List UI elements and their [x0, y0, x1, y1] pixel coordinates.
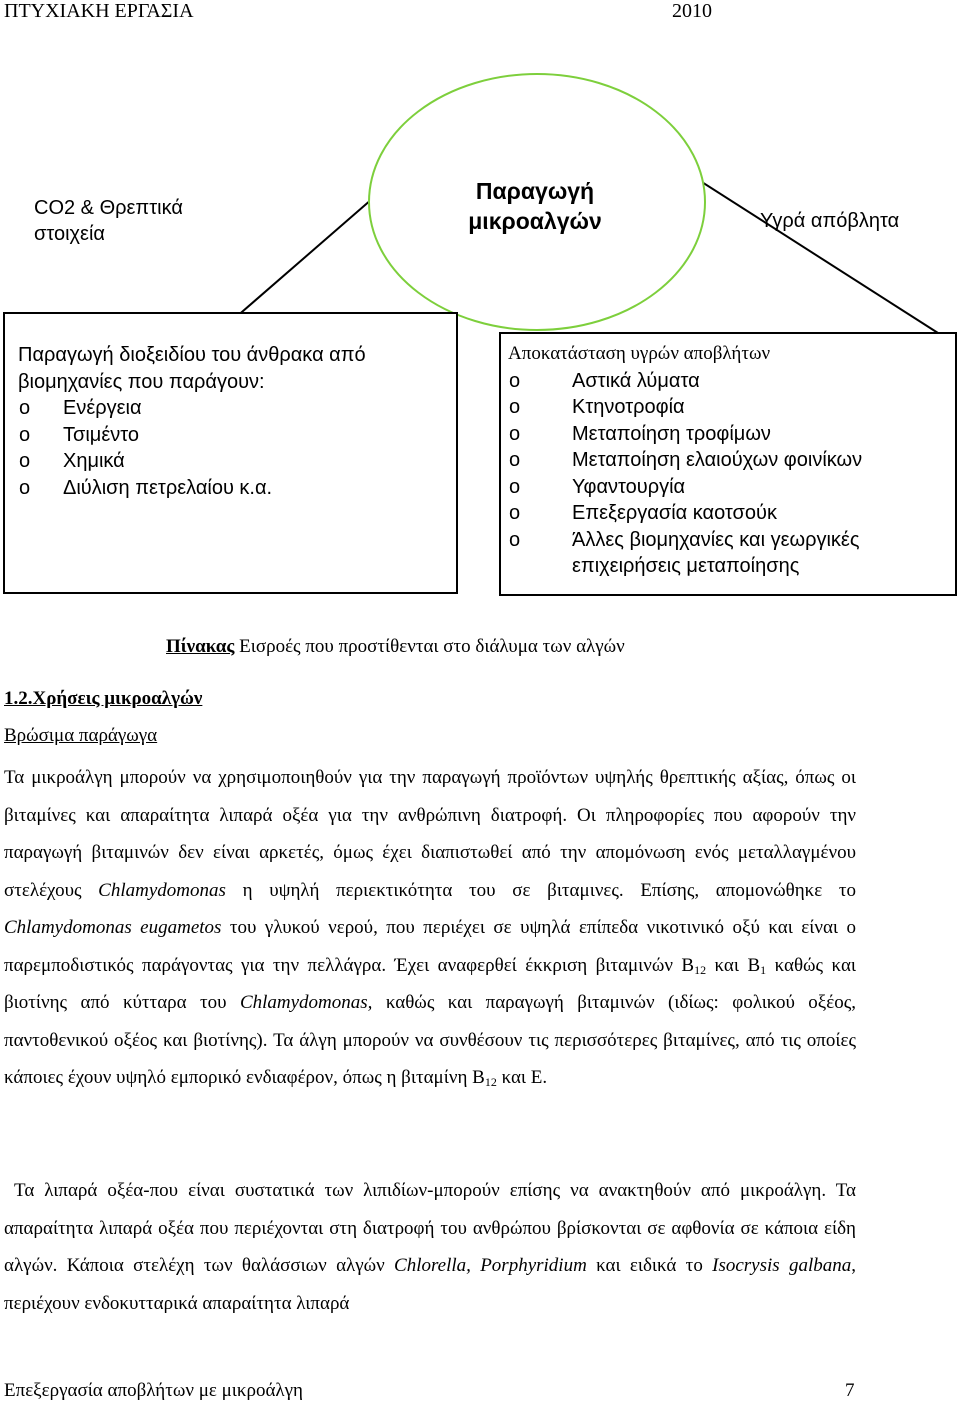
bullet-icon: o — [19, 476, 31, 499]
running-header-year: 2010 — [672, 0, 712, 22]
fatty-acids-paragraph: Τα λιπαρά οξέα-που είναι συστατικά των λιπιδίων-μπορούν επίσης να ανακτηθούν από μικροάλγη. Τα απαραίτητα λιπαρά οξέα που περιέχονται στη διατροφή του ανθρώπου βρίσκονται σε αφθονία σε κάποια είδη αλγών. Κάποια στελέχη των θαλάσσιων αλγών Chlorella, Porphyridium και ειδικά το Isocrysis galbana, περιέχουν ενδοκυτταρικά απαραίτητα λιπαρά — [4, 1180, 856, 1314]
co2-sources-intro-2: βιομηχανίες που παράγουν: — [18, 370, 265, 393]
wastewater-box-title: Αποκατάσταση υγρών αποβλήτων — [508, 343, 771, 364]
section-heading: 1.2.Χρήσεις μικροαλγών — [4, 688, 203, 709]
liquid-waste-label: Υγρά απόβλητα — [760, 210, 900, 232]
co2-sources-box — [4, 313, 457, 593]
list-item: επιχειρήσεις μεταποίησης — [572, 555, 800, 577]
vitamins-paragraph: Τα μικροάλγη μπορούν να χρησιμοποιηθούν για την παραγωγή προϊόντων υψηλής θρεπτικής αξίας, όπως οι βιταμίνες και απαραίτητα λιπαρά οξέα για την ανθρώπινη διατροφή. Οι πληροφορίες που αφορούν την παραγωγή βιταμινών δεν είναι αρκετές, όμως έχει διαπιστωθεί από την απομόνωση ενός μεταλλαγμένου στελέχους Chlamydomonas η υψηλή περιεκτικότητα του σε βιταμινες. Επίσης, απομονώθηκε το Chlamydomonas eugametos του γλυκού νερού, που περιέχει σε υψηλά επίπεδα νικοτινικό οξύ και είναι ο παρεμποδιστικός παράγοντας για την πελλάγρα. Έχει αναφερθεί έκκριση βιταμινών $B_{12}$ και $B_1$ καθώς και βιοτίνης από κύτταρα του Chlamydomonas, καθώς και παραγωγή βιταμινών (ιδίως: φολικού οξέος, παντοθενικού οξέος και βιοτίνης). Τα άλγη μπορούν να συνθέσουν τις περισσότερες βιταμίνες, από τις οποίες κάποιες έχουν υψηλό εμπορικό ενδιαφέρον, όπως η βιταμίνη $B_{12}$ και E. — [4, 767, 857, 1089]
list-item: o Κτηνοτροφία — [508, 394, 862, 421]
wastewater-sources-list — [508, 368, 862, 580]
bullet-icon: o — [19, 397, 31, 419]
wastewater-sources-box — [500, 333, 956, 595]
list-item: o Χημικά — [18, 448, 366, 475]
list-item: o Διύλιση πετρελαίου κ.α. — [18, 475, 366, 502]
bullet-icon: o — [509, 449, 521, 471]
list-item: o Αστικά λύματα — [508, 368, 862, 395]
bullet-icon: o — [509, 396, 521, 418]
co2-label-line-1: CO2 & Θρεπτικά — [34, 197, 183, 219]
co2-sources-intro-1: Παραγωγή διοξειδίου του άνθρακα από — [18, 344, 366, 366]
list-item: o Άλλες βιομηχανίες και γεωργικές — [508, 527, 862, 554]
co2-label-line-2: στοιχεία — [34, 223, 105, 245]
footer-title: Επεξεργασία αποβλήτων με μικροάλγη — [4, 1380, 303, 1401]
bullet-icon: o — [509, 502, 521, 524]
bullet-icon: o — [19, 423, 31, 446]
list-item: o Τσιμέντο — [18, 422, 366, 449]
caption-label: Πίνακας — [166, 636, 235, 657]
list-item: o Μεταποίηση ελαιούχων φοινίκων — [508, 447, 862, 474]
caption-text: Εισροές που προστίθενται στο διάλυμα των αλγών — [234, 636, 625, 657]
list-item: o Ενέργεια — [18, 395, 366, 422]
list-item: o Υφαντουργία — [508, 474, 862, 501]
list-item: o Μεταποίηση τροφίμων — [508, 421, 862, 448]
running-header-title: ΠΤΥΧΙΑΚΗ ΕΡΓΑΣΙΑ — [4, 0, 194, 22]
list-item: o Επεξεργασία καοτσούκ — [508, 500, 862, 527]
subsection-heading: Βρώσιμα παράγωγα — [4, 725, 158, 746]
co2-sources-list — [18, 395, 366, 501]
bullet-icon: o — [509, 422, 521, 445]
center-label-line-1: Παραγωγή — [475, 178, 595, 204]
bullet-icon: o — [19, 450, 31, 472]
table-caption — [166, 636, 625, 658]
bullet-icon: o — [509, 528, 521, 551]
bullet-icon: o — [509, 475, 521, 498]
microalgae-production-label — [440, 176, 630, 236]
bullet-icon: o — [509, 369, 521, 392]
co2-nutrients-label — [34, 195, 183, 247]
page-number: 7 — [845, 1380, 855, 1401]
center-label-line-2: μικροαλγών — [468, 208, 602, 234]
